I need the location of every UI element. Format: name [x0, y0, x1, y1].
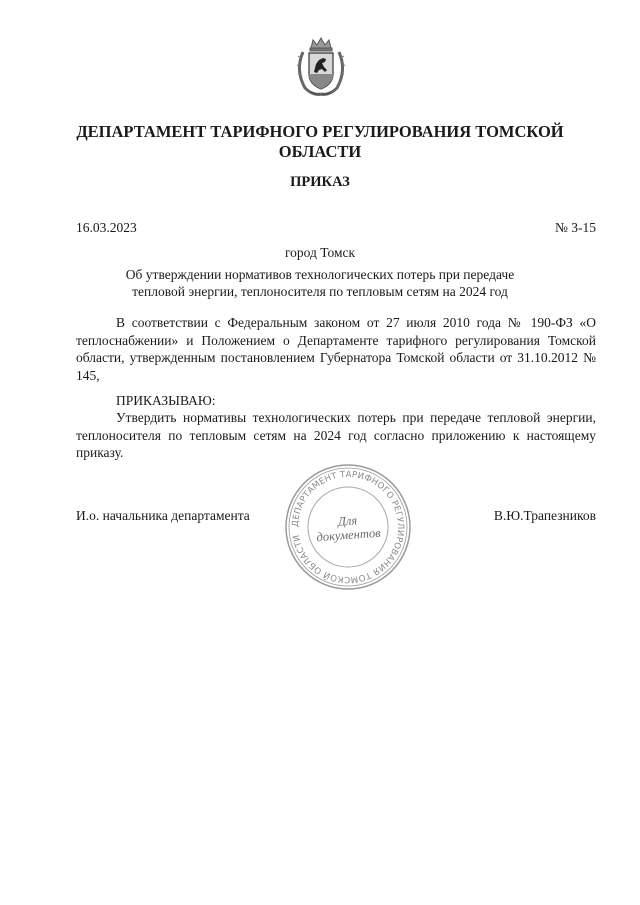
document-number: № 3-15 [554, 220, 596, 235]
preamble-paragraph: В соответствии с Федеральным законом от 27 июля 2010 года № 190-ФЗ «О теплоснабжении» и Положением о Департаменте тарифного регулирования Томской области, утвержденным постановлением Губернатора Томской области от 31.10.2012 № 145, [76, 315, 596, 383]
document-subject: Об утверждении нормативов технологических потерь при передаче тепловой энергии, теплоносителя по тепловым сетям на 2024 год [125, 267, 515, 299]
order-heading: ПРИКАЗЫВАЮ: [116, 393, 216, 408]
document-type: ПРИКАЗ [290, 174, 350, 190]
stamp-center-line2: документов [316, 525, 381, 545]
document-date: 16.03.2023 [76, 220, 137, 235]
department-name: ДЕПАРТАМЕНТ ТАРИФНОГО РЕГУЛИРОВАНИЯ ТОМСКОЙ ОБЛАСТИ [76, 122, 564, 161]
stamp-center-line1: Для [337, 513, 358, 529]
signatory-position: И.о. начальника департамента [76, 508, 250, 523]
order-paragraph: Утвердить нормативы технологических потерь при передаче тепловой энергии, теплоносителя по тепловым сетям на 2024 год согласно приложению к настоящему приказу. [76, 410, 596, 460]
signatory-name: В.Ю.Трапезников [493, 508, 596, 523]
coat-of-arms-icon [291, 36, 351, 98]
document-city: город Томск [284, 245, 356, 260]
stamp-ring-text: ДЕПАРТАМЕНТ ТАРИФНОГО РЕГУЛИРОВАНИЯ ТОМСКОЙ ОБЛАСТИ [290, 469, 406, 585]
